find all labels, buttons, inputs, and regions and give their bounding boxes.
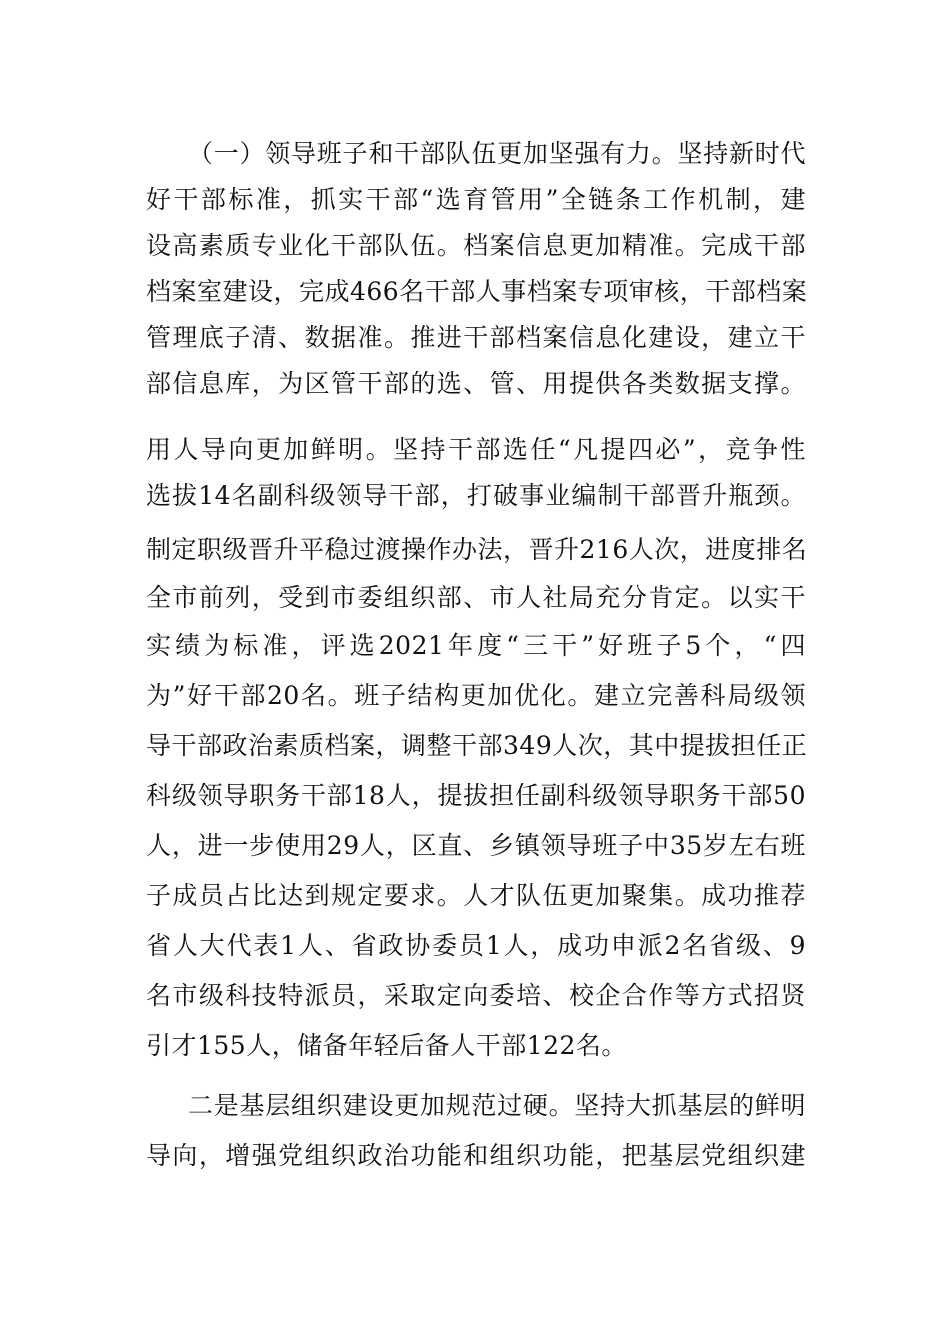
paragraph-1-line-12: 为”好干部20名。班子结构更加优化。建立完善科局级领 — [146, 681, 806, 710]
paragraph-1-line-3: 设高素质专业化干部队伍。档案信息更加精准。完成干部 — [146, 231, 806, 260]
paragraph-1-line-15: 人，进一步使用29人，区直、乡镇领导班子中35岁左右班 — [146, 831, 806, 860]
paragraph-1-line-9: 制定职级晋升平稳过渡操作办法，晋升216人次，进度排名 — [146, 535, 808, 564]
paragraph-1-line-13: 导干部政治素质档案，调整干部349人次，其中提拔担任正 — [146, 731, 808, 760]
paragraph-1-line-6: 部信息库，为区管干部的选、管、用提供各类数据支撑。 — [146, 369, 806, 398]
paragraph-2-line-1: 二是基层组织建设更加规范过硬。坚持大抓基层的鲜明 — [188, 1091, 806, 1120]
paragraph-2-line-2: 导向，增强党组织政治功能和组织功能，把基层党组织建 — [146, 1141, 806, 1170]
paragraph-1-line-7: 用人导向更加鲜明。坚持干部选任“凡提四必”，竞争性 — [146, 435, 806, 464]
paragraph-1-line-10: 全市前列，受到市委组织部、市人社局充分肯定。以实干 — [146, 583, 806, 612]
paragraph-1-line-2: 好干部标准，抓实干部“选育管用”全链条工作机制，建 — [146, 185, 806, 214]
paragraph-1-line-17: 省人大代表1人、省政协委员1人，成功申派2名省级、9 — [146, 931, 806, 960]
paragraph-1-line-16: 子成员占比达到规定要求。人才队伍更加聚集。成功推荐 — [146, 881, 806, 910]
paragraph-1-line-8: 选拔14名副科级领导干部，打破事业编制干部晋升瓶颈。 — [146, 481, 806, 510]
paragraph-1-line-1: （一）领导班子和干部队伍更加坚强有力。坚持新时代 — [188, 139, 806, 168]
paragraph-1-line-18: 名市级科技特派员，采取定向委培、校企合作等方式招贤 — [146, 981, 806, 1010]
paragraph-1-line-4: 档案室建设，完成466名干部人事档案专项审核，干部档案 — [146, 277, 808, 306]
paragraph-1-line-14: 科级领导职务干部18人，提拔担任副科级领导职务干部50 — [146, 781, 806, 810]
paragraph-1-line-19: 引才155人，储备年轻后备人干部122名。 — [146, 1031, 627, 1060]
paragraph-1-line-5: 管理底子清、数据准。推进干部档案信息化建设，建立干 — [146, 323, 806, 352]
paragraph-1-line-11: 实绩为标准，评选2021年度“三干”好班子5个，“四 — [146, 631, 806, 660]
